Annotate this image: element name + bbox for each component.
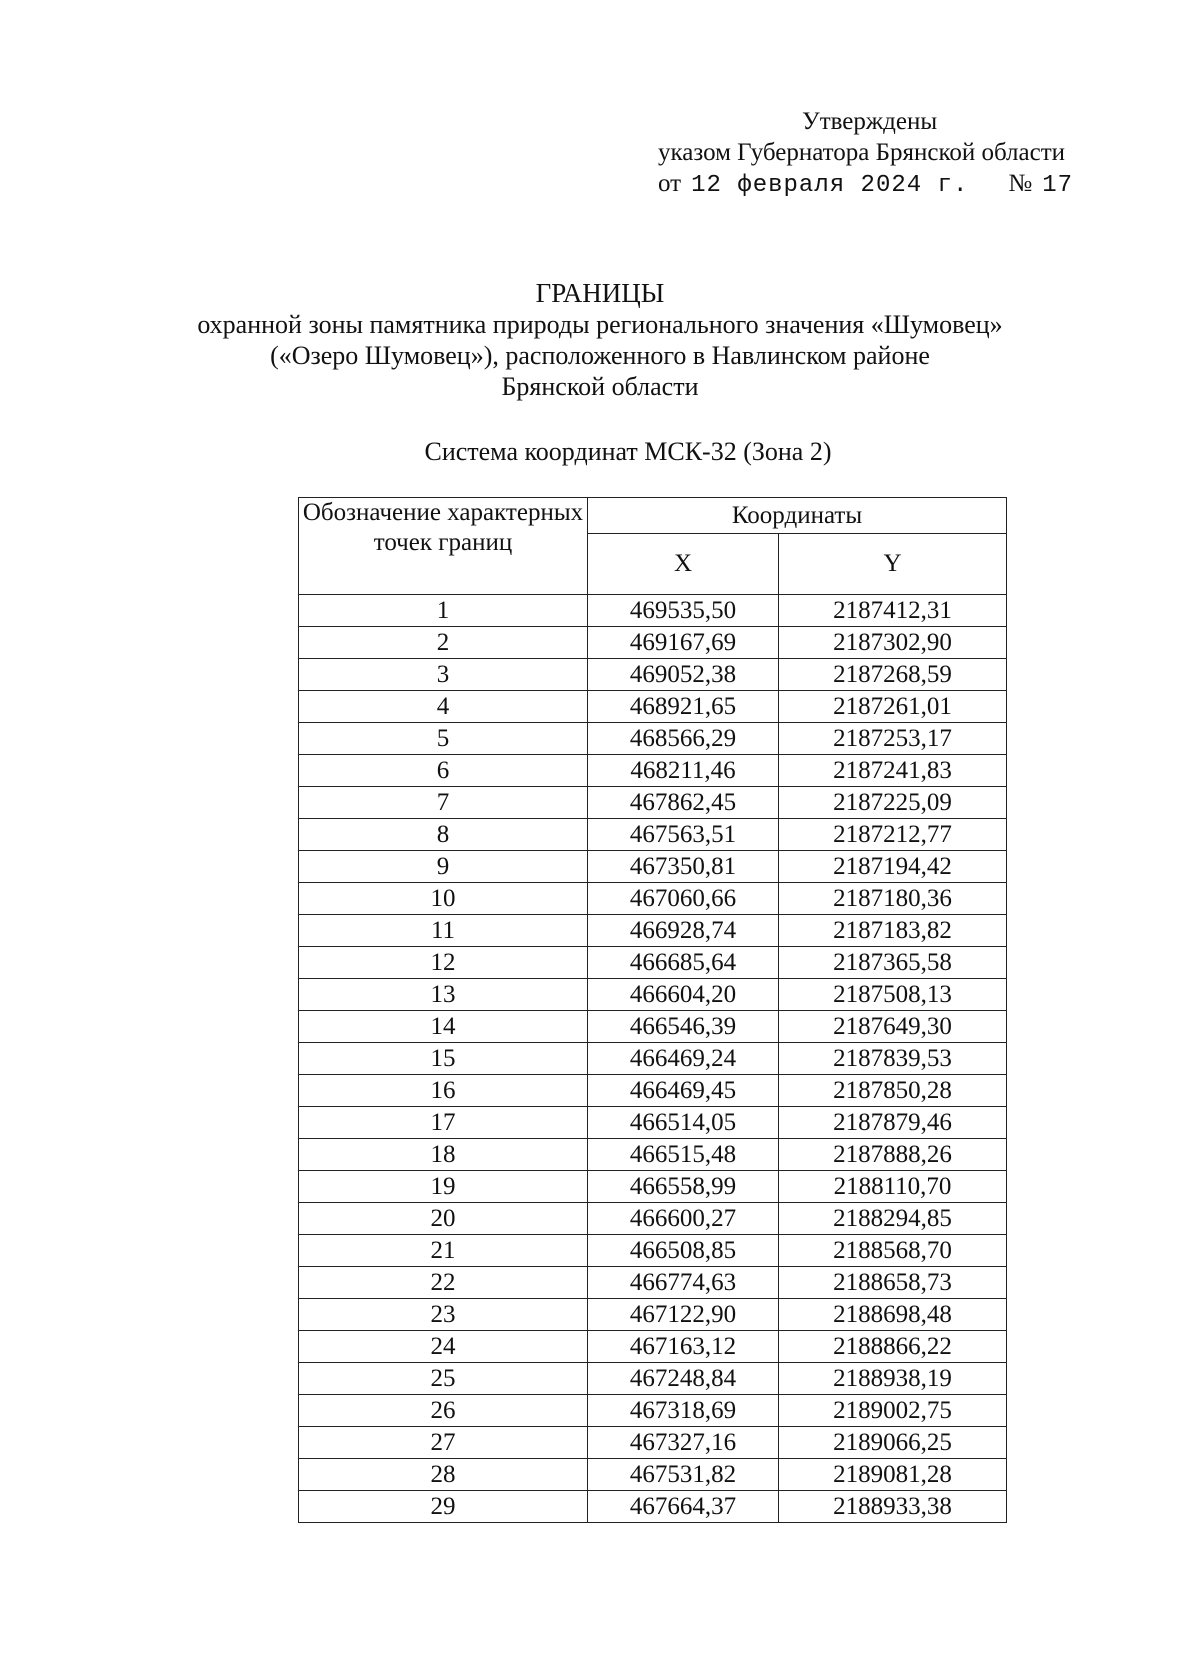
- y-coordinate-cell: 2187268,59: [779, 659, 1007, 691]
- date-prefix: от: [658, 170, 682, 197]
- y-coordinate-cell: 2188698,48: [779, 1299, 1007, 1331]
- y-coordinate-cell: 2188294,85: [779, 1203, 1007, 1235]
- point-number-cell: 1: [299, 595, 588, 627]
- table-row: [299, 947, 1007, 979]
- table-row: [299, 1075, 1007, 1107]
- y-coordinate-cell: 2187261,01: [779, 691, 1007, 723]
- x-coordinate-cell: 468921,65: [588, 691, 779, 723]
- table-row: [299, 723, 1007, 755]
- point-number-cell: 12: [299, 947, 588, 979]
- point-number-cell: 10: [299, 883, 588, 915]
- header-y: Y: [779, 534, 1007, 595]
- header-coordinates: Координаты: [588, 498, 1007, 534]
- header-point-designation: Обозначение характерных точек границ: [299, 498, 588, 595]
- point-number-cell: 8: [299, 819, 588, 851]
- point-number-cell: 5: [299, 723, 588, 755]
- point-number-cell: 29: [299, 1491, 588, 1523]
- x-coordinate-cell: 467163,12: [588, 1331, 779, 1363]
- coordinates-table: [298, 497, 1007, 1523]
- y-coordinate-cell: 2187888,26: [779, 1139, 1007, 1171]
- point-number-cell: 13: [299, 979, 588, 1011]
- y-coordinate-cell: 2188938,19: [779, 1363, 1007, 1395]
- title-line-2: («Озеро Шумовец»), расположенного в Навлинском районе: [270, 341, 930, 370]
- title-line-3: Брянской области: [501, 372, 699, 401]
- x-coordinate-cell: 466546,39: [588, 1011, 779, 1043]
- point-number-cell: 20: [299, 1203, 588, 1235]
- x-coordinate-cell: 467563,51: [588, 819, 779, 851]
- table-row: [299, 1491, 1007, 1523]
- point-number-cell: 23: [299, 1299, 588, 1331]
- point-number-cell: 3: [299, 659, 588, 691]
- point-number-cell: 4: [299, 691, 588, 723]
- point-number-cell: 11: [299, 915, 588, 947]
- point-number-cell: 21: [299, 1235, 588, 1267]
- table-row: [299, 1043, 1007, 1075]
- table-row: [299, 1011, 1007, 1043]
- point-number-cell: 2: [299, 627, 588, 659]
- y-coordinate-cell: 2187183,82: [779, 915, 1007, 947]
- table-row: [299, 787, 1007, 819]
- x-coordinate-cell: 467327,16: [588, 1427, 779, 1459]
- y-coordinate-cell: 2189002,75: [779, 1395, 1007, 1427]
- x-coordinate-cell: 467664,37: [588, 1491, 779, 1523]
- y-coordinate-cell: 2187508,13: [779, 979, 1007, 1011]
- point-number-cell: 26: [299, 1395, 588, 1427]
- x-coordinate-cell: 467060,66: [588, 883, 779, 915]
- point-number-cell: 27: [299, 1427, 588, 1459]
- table-row: [299, 1427, 1007, 1459]
- table-row: [299, 1107, 1007, 1139]
- y-coordinate-cell: 2187253,17: [779, 723, 1007, 755]
- y-coordinate-cell: 2189066,25: [779, 1427, 1007, 1459]
- approval-heading: Утверждены: [802, 108, 938, 135]
- x-coordinate-cell: 469167,69: [588, 627, 779, 659]
- y-coordinate-cell: 2187879,46: [779, 1107, 1007, 1139]
- table-row: [299, 1299, 1007, 1331]
- x-coordinate-cell: 466469,24: [588, 1043, 779, 1075]
- table-row: [299, 1139, 1007, 1171]
- approval-date: 12 февраля 2024 г.: [691, 172, 969, 199]
- x-coordinate-cell: 466514,05: [588, 1107, 779, 1139]
- approval-stamp: [658, 106, 1128, 201]
- table-row: [299, 883, 1007, 915]
- table-row: [299, 1459, 1007, 1491]
- x-coordinate-cell: 467862,45: [588, 787, 779, 819]
- table-row: [299, 1395, 1007, 1427]
- y-coordinate-cell: 2187212,77: [779, 819, 1007, 851]
- x-coordinate-cell: 467248,84: [588, 1363, 779, 1395]
- table-row: [299, 627, 1007, 659]
- x-coordinate-cell: 466558,99: [588, 1171, 779, 1203]
- y-coordinate-cell: 2187839,53: [779, 1043, 1007, 1075]
- point-number-cell: 24: [299, 1331, 588, 1363]
- document-title: [0, 278, 1200, 402]
- table-row: [299, 979, 1007, 1011]
- table-row: [299, 595, 1007, 627]
- y-coordinate-cell: 2188568,70: [779, 1235, 1007, 1267]
- x-coordinate-cell: 467318,69: [588, 1395, 779, 1427]
- x-coordinate-cell: 466685,64: [588, 947, 779, 979]
- header-x: X: [588, 534, 779, 595]
- point-number-cell: 19: [299, 1171, 588, 1203]
- point-number-cell: 22: [299, 1267, 588, 1299]
- table-row: [299, 659, 1007, 691]
- x-coordinate-cell: 468211,46: [588, 755, 779, 787]
- table-row: [299, 1363, 1007, 1395]
- y-coordinate-cell: 2187649,30: [779, 1011, 1007, 1043]
- table-body: [299, 595, 1007, 1523]
- table-row: [299, 1203, 1007, 1235]
- x-coordinate-cell: 467350,81: [588, 851, 779, 883]
- x-coordinate-cell: 468566,29: [588, 723, 779, 755]
- table-row: [299, 691, 1007, 723]
- x-coordinate-cell: 466928,74: [588, 915, 779, 947]
- y-coordinate-cell: 2189081,28: [779, 1459, 1007, 1491]
- point-number-cell: 15: [299, 1043, 588, 1075]
- y-coordinate-cell: 2188658,73: [779, 1267, 1007, 1299]
- x-coordinate-cell: 466604,20: [588, 979, 779, 1011]
- point-number-cell: 7: [299, 787, 588, 819]
- y-coordinate-cell: 2187241,83: [779, 755, 1007, 787]
- y-coordinate-cell: 2187850,28: [779, 1075, 1007, 1107]
- approval-authority: указом Губернатора Брянской области: [658, 139, 1066, 166]
- y-coordinate-cell: 2187302,90: [779, 627, 1007, 659]
- number-label: №: [1008, 170, 1033, 197]
- point-number-cell: 9: [299, 851, 588, 883]
- x-coordinate-cell: 466469,45: [588, 1075, 779, 1107]
- point-number-cell: 28: [299, 1459, 588, 1491]
- y-coordinate-cell: 2187412,31: [779, 595, 1007, 627]
- y-coordinate-cell: 2187225,09: [779, 787, 1007, 819]
- y-coordinate-cell: 2187180,36: [779, 883, 1007, 915]
- point-number-cell: 25: [299, 1363, 588, 1395]
- point-number-cell: 18: [299, 1139, 588, 1171]
- y-coordinate-cell: 2187194,42: [779, 851, 1007, 883]
- table-row: [299, 915, 1007, 947]
- table-row: [299, 755, 1007, 787]
- table-row: [299, 819, 1007, 851]
- table-row: [299, 1267, 1007, 1299]
- y-coordinate-cell: 2188933,38: [779, 1491, 1007, 1523]
- x-coordinate-cell: 467531,82: [588, 1459, 779, 1491]
- x-coordinate-cell: 466774,63: [588, 1267, 779, 1299]
- y-coordinate-cell: 2188110,70: [779, 1171, 1007, 1203]
- x-coordinate-cell: 469052,38: [588, 659, 779, 691]
- point-number-cell: 16: [299, 1075, 588, 1107]
- x-coordinate-cell: 469535,50: [588, 595, 779, 627]
- y-coordinate-cell: 2188866,22: [779, 1331, 1007, 1363]
- title-main: ГРАНИЦЫ: [535, 278, 665, 308]
- table-row: [299, 1331, 1007, 1363]
- x-coordinate-cell: 466515,48: [588, 1139, 779, 1171]
- table-row: [299, 1235, 1007, 1267]
- point-number-cell: 6: [299, 755, 588, 787]
- y-coordinate-cell: 2187365,58: [779, 947, 1007, 979]
- x-coordinate-cell: 467122,90: [588, 1299, 779, 1331]
- table-row: [299, 851, 1007, 883]
- table-row: [299, 1171, 1007, 1203]
- point-number-cell: 14: [299, 1011, 588, 1043]
- x-coordinate-cell: 466508,85: [588, 1235, 779, 1267]
- point-number-cell: 17: [299, 1107, 588, 1139]
- approval-number: 17: [1042, 172, 1074, 199]
- title-line-1: охранной зоны памятника природы регионального значения «Шумовец»: [197, 310, 1003, 339]
- x-coordinate-cell: 466600,27: [588, 1203, 779, 1235]
- approval-date-line: [658, 168, 1128, 201]
- coordinate-system-label: Система координат МСК-32 (Зона 2): [424, 437, 832, 466]
